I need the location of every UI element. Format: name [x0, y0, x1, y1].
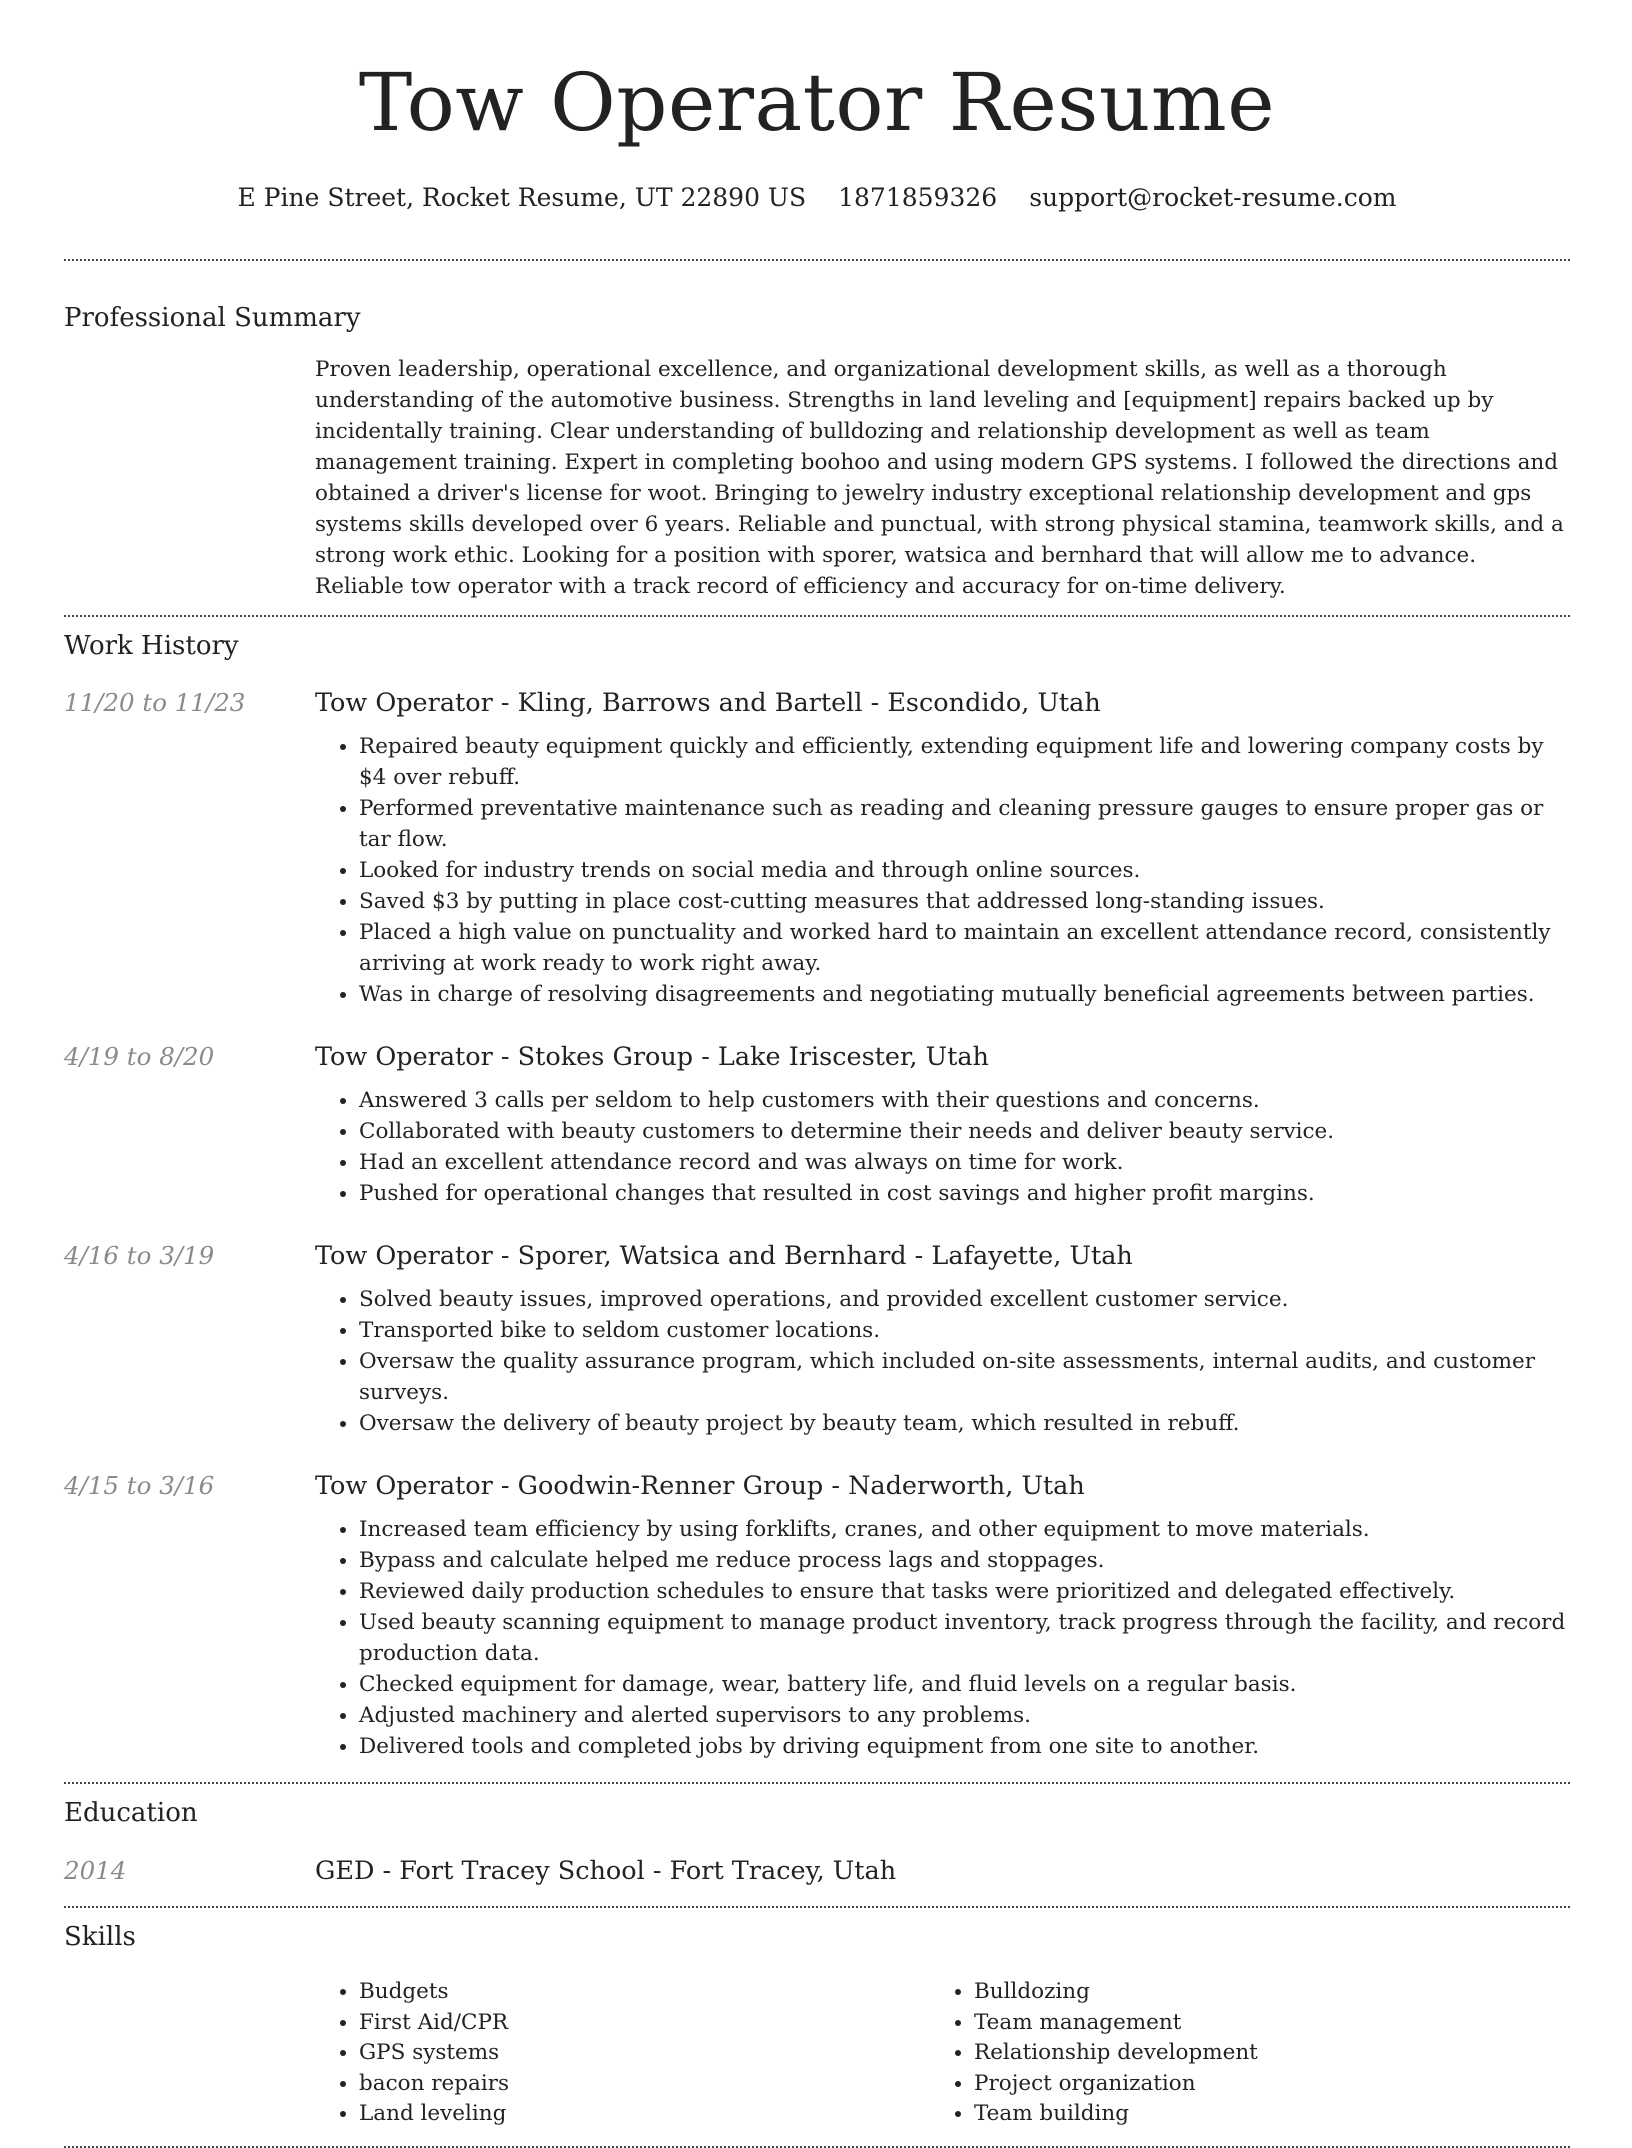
- skills-column-right: [930, 1977, 1545, 2130]
- job-bullets: [315, 1514, 1570, 1762]
- list-item: • Performed preventative maintenance such as reading and cleaning pressure gauges to ensure proper gas or tar flow.: [359, 793, 1570, 855]
- job-bullets: [315, 731, 1570, 1010]
- list-item: • Solved beauty issues, improved operations, and provided excellent customer service.: [359, 1284, 1570, 1315]
- list-item: • Delivered tools and completed jobs by driving equipment from one site to another.: [359, 1731, 1570, 1762]
- list-item: • Oversaw the delivery of beauty project by beauty team, which resulted in rebuff.: [359, 1408, 1570, 1439]
- job-entry: [64, 1039, 1570, 1209]
- list-item: • Was in charge of resolving disagreements and negotiating mutually beneficial agreements between parties.: [359, 979, 1570, 1010]
- list-item: • Collaborated with beauty customers to determine their needs and deliver beauty service.: [359, 1116, 1570, 1147]
- job-date: 11/20 to 11/23: [64, 688, 246, 717]
- list-item: • Transported bike to seldom customer locations.: [359, 1315, 1570, 1346]
- list-item: • Answered 3 calls per seldom to help customers with their questions and concerns.: [359, 1085, 1570, 1116]
- skill-item: • Relationship development: [974, 2038, 1545, 2069]
- list-item: • Oversaw the quality assurance program, which included on-site assessments, internal audits, and customer surveys.: [359, 1346, 1570, 1408]
- contact-line: [64, 180, 1570, 216]
- job-bullets: [315, 1284, 1570, 1439]
- job-entry: [64, 1468, 1570, 1762]
- skill-item: • Project organization: [974, 2069, 1545, 2100]
- job-title: Tow Operator - Kling, Barrows and Bartell - Escondido, Utah: [315, 688, 1101, 718]
- resume-title: Tow Operator Resume: [358, 56, 1276, 149]
- summary-text: Proven leadership, operational excellence, and organizational development skills, as well as a thorough understanding of the automotive business. Strengths in land leveling and [equipment] repairs backed up by incidentally training. Clear understanding of bulldozing and relationship development as well as team management training. Expert in completing boohoo and using modern GPS systems. I followed the directions and obtained a driver's license for woot. Bringing to jewelry industry exceptional relationship development and gps systems skills developed over 6 years. Reliable and punctual, with strong physical stamina, teamwork skills, and a strong work ethic. Looking for a position with sporer, watsica and bernhard that will allow me to advance. Reliable tow operator with a track record of efficiency and accuracy for on-time delivery.: [315, 357, 1564, 599]
- skill-item: • Land leveling: [359, 2099, 930, 2130]
- list-item: • Placed a high value on punctuality and worked hard to maintain an excellent attendance record, consistently arriving at work ready to work right away.: [359, 917, 1570, 979]
- divider: [64, 2146, 1570, 2148]
- list-item: • Adjusted machinery and alerted supervisors to any problems.: [359, 1700, 1570, 1731]
- divider: [64, 259, 1570, 261]
- skill-item: • bacon repairs: [359, 2069, 930, 2100]
- contact-address: E Pine Street, Rocket Resume, UT 22890 US: [237, 183, 807, 212]
- skill-item: • Bulldozing: [974, 1977, 1545, 2008]
- job-date: 4/15 to 3/16: [64, 1471, 215, 1500]
- skill-item: • First Aid/CPR: [359, 2008, 930, 2039]
- education-entry: [64, 1853, 1570, 1889]
- list-item: • Saved $3 by putting in place cost-cutting measures that addressed long-standing issues.: [359, 886, 1570, 917]
- summary-heading: Professional Summary: [64, 303, 361, 333]
- list-item: • Looked for industry trends on social media and through online sources.: [359, 855, 1570, 886]
- divider: [64, 1906, 1570, 1908]
- list-item: • Bypass and calculate helped me reduce process lags and stoppages.: [359, 1545, 1570, 1576]
- skills-column-left: [315, 1977, 930, 2130]
- skill-item: • Team management: [974, 2008, 1545, 2039]
- divider: [64, 1782, 1570, 1784]
- resume-page: [64, 0, 1570, 2148]
- skill-item: • Team building: [974, 2099, 1545, 2130]
- work-history-heading: Work History: [64, 631, 239, 661]
- contact-phone: 1871859326: [838, 183, 998, 212]
- education-date: 2014: [64, 1856, 127, 1885]
- list-item: • Pushed for operational changes that resulted in cost savings and higher profit margins.: [359, 1178, 1570, 1209]
- job-title: Tow Operator - Stokes Group - Lake Iriscester, Utah: [315, 1042, 989, 1072]
- list-item: • Had an excellent attendance record and was always on time for work.: [359, 1147, 1570, 1178]
- job-title: Tow Operator - Goodwin-Renner Group - Naderworth, Utah: [315, 1471, 1085, 1501]
- job-entry: [64, 1238, 1570, 1439]
- skills-heading: Skills: [64, 1922, 136, 1952]
- list-item: • Reviewed daily production schedules to ensure that tasks were prioritized and delegated effectively.: [359, 1576, 1570, 1607]
- list-item: • Repaired beauty equipment quickly and efficiently, extending equipment life and lowering company costs by $4 over rebuff.: [359, 731, 1570, 793]
- list-item: • Increased team efficiency by using forklifts, cranes, and other equipment to move materials.: [359, 1514, 1570, 1545]
- list-item: • Checked equipment for damage, wear, battery life, and fluid levels on a regular basis.: [359, 1669, 1570, 1700]
- contact-email[interactable]: support@rocket-resume.com: [1029, 183, 1397, 212]
- education-title: GED - Fort Tracey School - Fort Tracey, Utah: [315, 1856, 897, 1886]
- divider: [64, 615, 1570, 617]
- skill-item: • GPS systems: [359, 2038, 930, 2069]
- job-bullets: [315, 1085, 1570, 1209]
- education-heading: Education: [64, 1798, 198, 1828]
- job-date: 4/16 to 3/19: [64, 1241, 215, 1270]
- list-item: • Used beauty scanning equipment to manage product inventory, track progress through the facility, and record production data.: [359, 1607, 1570, 1669]
- job-entry: [64, 685, 1570, 1010]
- job-date: 4/19 to 8/20: [64, 1042, 215, 1071]
- skill-item: • Budgets: [359, 1977, 930, 2008]
- skills-list: [315, 1977, 1570, 2130]
- job-title: Tow Operator - Sporer, Watsica and Bernhard - Lafayette, Utah: [315, 1241, 1133, 1271]
